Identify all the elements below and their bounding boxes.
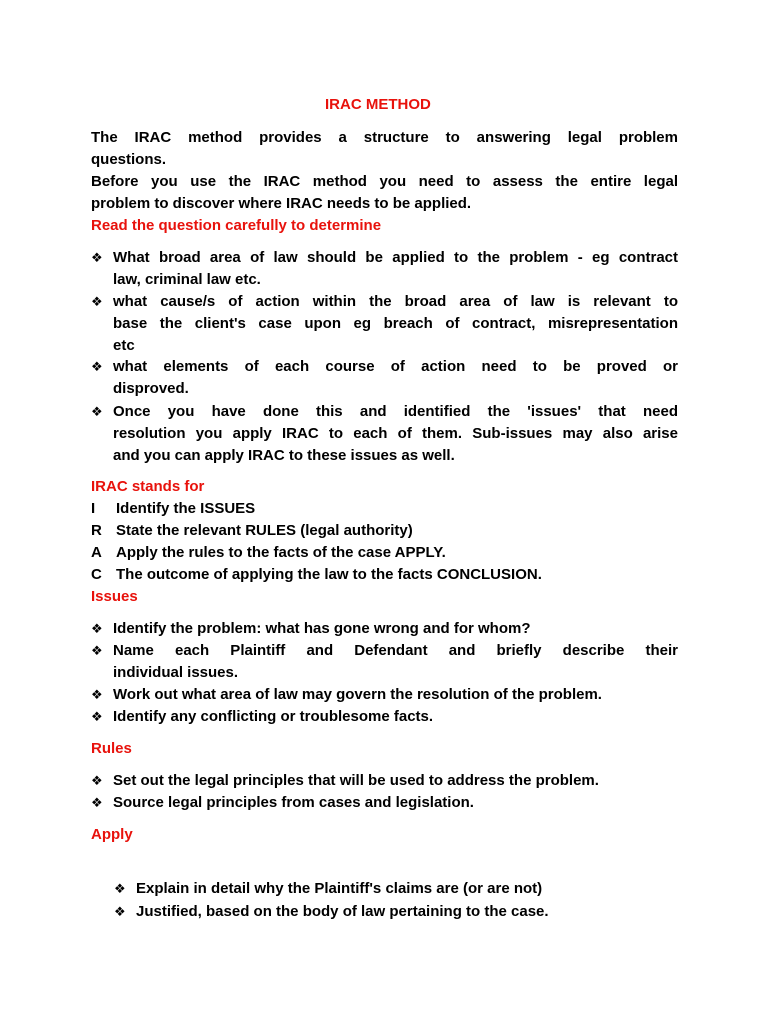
diamond-bullet-icon: ❖ [91,643,103,658]
read-bullet-line: disproved. [113,380,189,397]
issues-heading: Issues [91,588,138,605]
read-bullet-line: what cause/s of action within the broad area of law is relevant to [113,293,678,310]
stands-row [91,499,678,519]
stands-row [91,543,678,563]
diamond-bullet-icon: ❖ [91,709,103,724]
diamond-bullet-icon: ❖ [91,359,103,374]
apply-heading: Apply [91,826,133,843]
stands-letter: C [91,566,102,583]
page-title: IRAC METHOD [325,96,431,113]
read-heading: Read the question carefully to determine [91,217,382,234]
stands-text: State the relevant RULES (legal authority) [116,522,413,539]
issues-bullet-line: Identify the problem: what has gone wrong and for whom? [113,620,531,637]
apply-bullet-line: Justified, based on the body of law pertaining to the case. [136,903,549,920]
rules-bullet-line: Source legal principles from cases and legislation. [113,794,474,811]
stands-text: Identify the ISSUES [116,500,256,517]
rules-bullet-line: Set out the legal principles that will be used to address the problem. [113,772,599,789]
read-bullet-line: base the client's case upon eg breach of contract, misrepresentation [113,315,678,332]
rules-heading: Rules [91,740,132,757]
diamond-bullet-icon: ❖ [91,294,103,309]
diamond-bullet-icon: ❖ [91,795,103,810]
stands-letter: A [91,544,102,561]
diamond-bullet-icon: ❖ [114,904,126,919]
issues-bullet-line: individual issues. [113,664,239,681]
diamond-bullet-icon: ❖ [91,250,103,265]
read-bullet-line: what elements of each course of action need to be proved or [113,358,678,375]
stands-letter: R [91,522,102,539]
diamond-bullet-icon: ❖ [114,881,126,896]
read-bullet-line: resolution you apply IRAC to each of them. Sub-issues may also arise [113,425,678,442]
read-bullet-line: What broad area of law should be applied to the problem - eg contract [113,249,678,266]
diamond-bullet-icon: ❖ [91,687,103,702]
stands-row [91,565,678,585]
issues-bullet-line: Name each Plaintiff and Defendant and briefly describe their [113,642,678,659]
issues-bullet-line: Work out what area of law may govern the resolution of the problem. [113,686,602,703]
intro-line: questions. [91,151,167,168]
read-bullet-line: law, criminal law etc. [113,271,261,288]
diamond-bullet-icon: ❖ [91,621,103,636]
intro-line: problem to discover where IRAC needs to be applied. [91,195,472,212]
intro-line: The IRAC method provides a structure to answering legal problem [91,129,678,146]
issues-bullet-line: Identify any conflicting or troublesome facts. [113,708,434,725]
diamond-bullet-icon: ❖ [91,773,103,788]
read-bullet-line: etc [113,337,135,354]
stands-letter: I [91,500,96,517]
stands-text: The outcome of applying the law to the facts CONCLUSION. [116,566,542,583]
intro-line: Before you use the IRAC method you need to assess the entire legal [91,173,678,190]
read-bullet-line: and you can apply IRAC to these issues as well. [113,447,455,464]
stands-text: Apply the rules to the facts of the case APPLY. [116,544,446,561]
stands-heading: IRAC stands for [91,478,205,495]
stands-row [91,521,678,541]
diamond-bullet-icon: ❖ [91,404,103,419]
read-bullet-line: Once you have done this and identified the 'issues' that need [113,403,678,420]
apply-bullet-line: Explain in detail why the Plaintiff's claims are (or are not) [136,880,543,897]
